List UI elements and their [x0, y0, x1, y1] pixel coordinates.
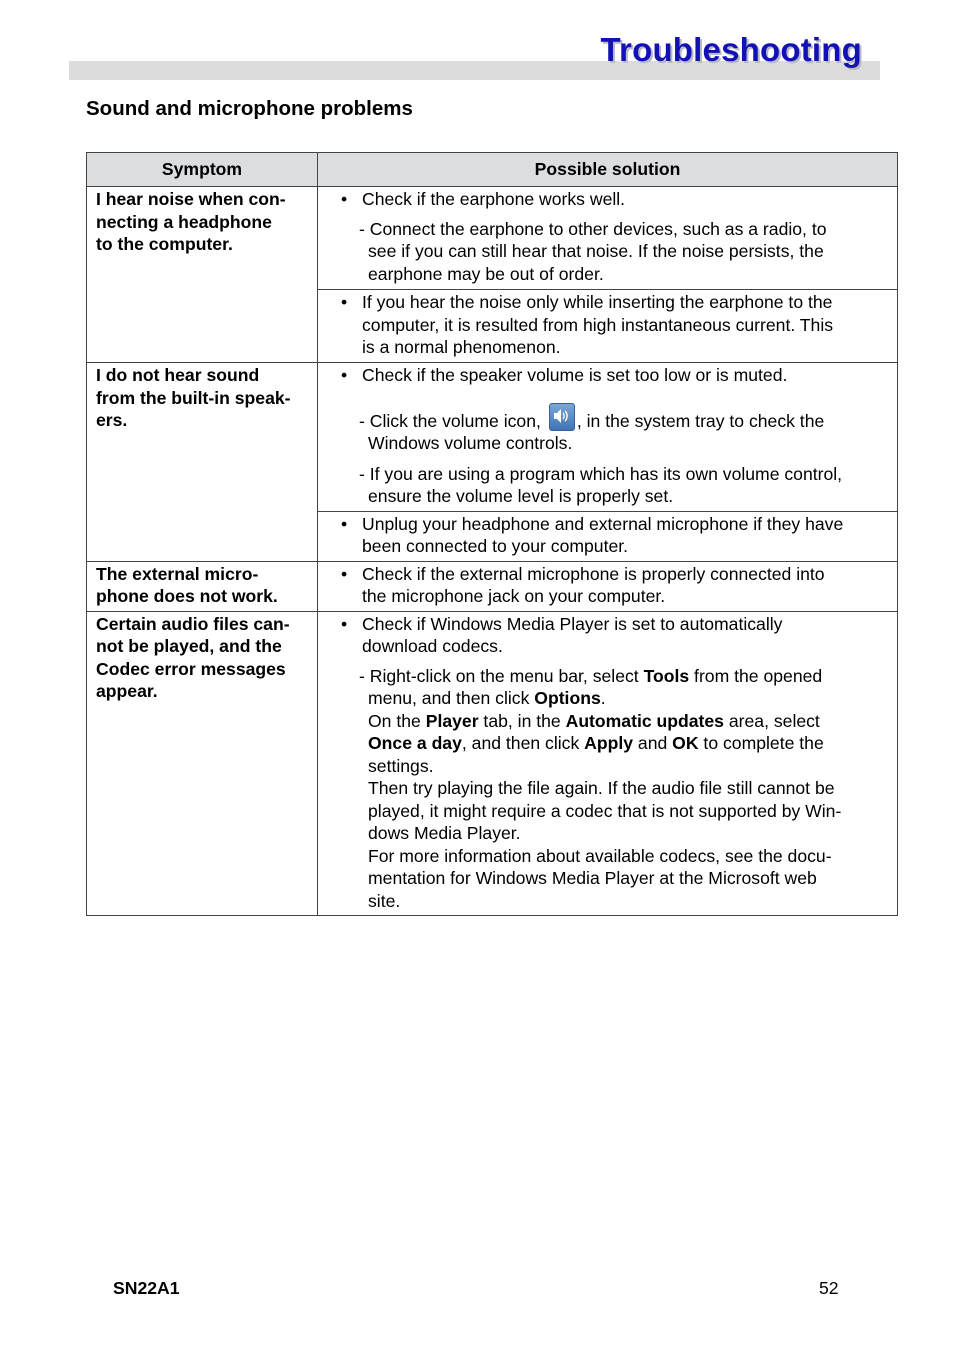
solution-sub-item: - If you are using a program which has its own volume control, ensure the volume level is properly set.	[359, 463, 843, 506]
speaker-volume-icon	[549, 403, 575, 431]
symptom-line: phone does not work.	[96, 586, 278, 606]
symptom-line: Certain audio files can-	[96, 613, 290, 634]
table-header-row	[87, 153, 898, 187]
footer-page-number: 52	[819, 1278, 839, 1298]
symptom-line: ers.	[96, 410, 128, 430]
table-row	[87, 561, 898, 611]
solution-cell	[318, 511, 898, 561]
section-title: Sound and microphone problems	[86, 97, 413, 120]
symptom-cell	[87, 187, 318, 363]
symptom-line: appear.	[96, 681, 158, 701]
solution-sub-item: - Right-click on the menu bar, select Tools from the opened menu, and then click Options. On the Player tab, in the Automatic updates area, select Once a day, and then click Apply and OK to complete the settings. Then try playing the file again. If the audio file still cannot be played, it might require a codec that is not supported by Win- dows Media Player. For more information about available codecs, see the docu- mentation for Windows Media Player at the Microsoft web site.	[359, 665, 842, 911]
symptom-line: I hear noise when con-	[96, 189, 286, 209]
solution-cell	[318, 561, 898, 611]
symptom-line: not be played, and the	[96, 636, 282, 656]
table-row	[87, 363, 898, 512]
symptom-cell	[87, 561, 318, 611]
solution-cell	[318, 290, 898, 363]
footer-model: SN22A1	[113, 1278, 180, 1298]
column-header-solution: Possible solution	[318, 153, 898, 187]
solution-sub-item: - Click the volume icon, , in the system tray to check the Windows volume controls.	[341, 403, 887, 455]
symptom-cell	[87, 363, 318, 562]
solution-cell	[318, 187, 898, 290]
table-row	[87, 611, 898, 916]
symptom-line: necting a headphone	[96, 211, 272, 232]
troubleshooting-table	[86, 152, 898, 916]
solution-bullet: • Unplug your headphone and external microphone if they have been connected to your computer.	[341, 513, 844, 556]
solution-cell	[318, 363, 898, 512]
column-header-symptom: Symptom	[87, 153, 318, 187]
symptom-line: Codec error messages	[96, 658, 286, 679]
solution-bullet: • Check if Windows Media Player is set to automatically download codecs.	[341, 613, 783, 656]
page-title: Troubleshooting	[600, 31, 862, 68]
symptom-line: The external micro-	[96, 563, 259, 584]
table-row	[87, 187, 898, 290]
solution-bullet: • Check if the earphone works well.	[341, 189, 626, 209]
symptom-line: to the computer.	[96, 234, 233, 254]
symptom-cell	[87, 611, 318, 916]
symptom-line: from the built-in speak-	[96, 387, 291, 408]
solution-bullet: • Check if the speaker volume is set too low or is muted.	[341, 365, 788, 385]
symptom-line: I do not hear sound	[96, 365, 260, 385]
solution-cell	[318, 611, 898, 916]
solution-sub-item: - Connect the earphone to other devices, such as a radio, to see if you can still hear that noise. If the noise persists, the earphone may be out of order.	[359, 218, 827, 284]
solution-bullet: • Check if the external microphone is properly connected into the microphone jack on your computer.	[341, 563, 825, 606]
solution-bullet: • If you hear the noise only while inserting the earphone to the computer, it is resulted from high instantaneous current. This is a normal phenomenon.	[341, 292, 834, 357]
